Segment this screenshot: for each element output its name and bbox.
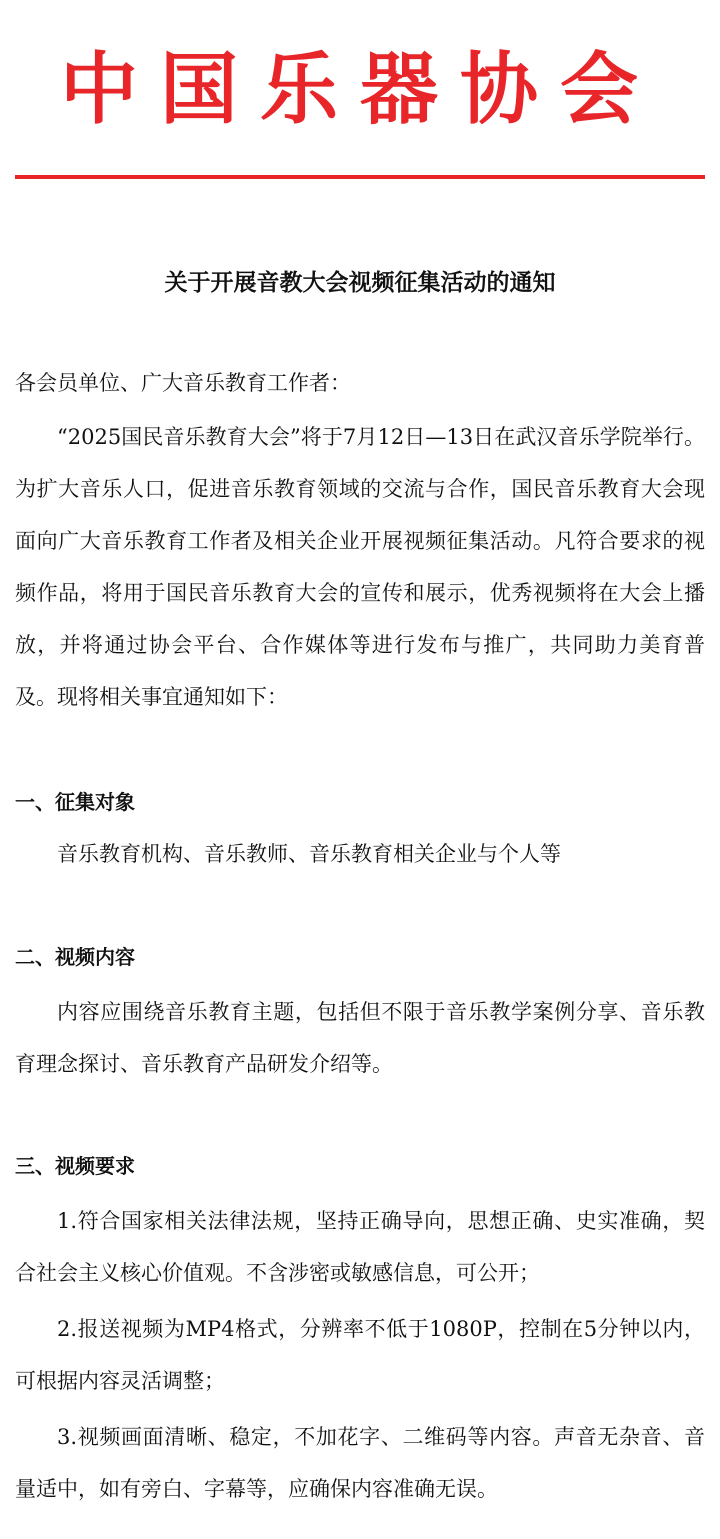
section-heading-content: 二、视频内容 <box>15 945 135 969</box>
salutation: 各会员单位、广大音乐教育工作者： <box>15 371 351 395</box>
letterhead-title: 中国乐器协会 <box>59 44 660 135</box>
section-targets-paragraph: 音乐教育机构、音乐教师、音乐教育相关企业与个人等 <box>57 842 561 866</box>
section-heading-targets: 一、征集对象 <box>15 790 135 814</box>
section-content-paragraph: 内容应围绕音乐教育主题，包括但不限于音乐教学案例分享、音乐教育理念探讨、音乐教育产品研发介绍等。 <box>15 1000 705 1076</box>
intro-paragraph: “2025国民音乐教育大会”将于7月12日—13日在武汉音乐学院举行。为扩大音乐人口，促进音乐教育领域的交流与合作，国民音乐教育大会现面向广大音乐教育工作者及相关企业开展视频征集活动。凡符合要求的视频作品，将用于国民音乐教育大会的宣传和展示，优秀视频将在大会上播放，并将通过协会平台、合作媒体等进行发布与推广，共同助力美育普及。现将相关事宜通知如下： <box>15 425 705 709</box>
requirement-item-2: 2.报送视频为MP4格式，分辨率不低于1080P，控制在5分钟以内，可根据内容灵活调整； <box>15 1317 705 1393</box>
section-heading-requirements: 三、视频要求 <box>15 1154 135 1178</box>
requirement-item-3: 3.视频画面清晰、稳定，不加花字、二维码等内容。声音无杂音、音量适中，如有旁白、字幕等，应确保内容准确无误。 <box>15 1425 705 1501</box>
notice-title: 关于开展音教大会视频征集活动的通知 <box>164 270 556 296</box>
requirement-item-1: 1.符合国家相关法律法规，坚持正确导向，思想正确、史实准确，契合社会主义核心价值观。不含涉密或敏感信息，可公开； <box>15 1209 705 1285</box>
letterhead-red-rule <box>15 175 705 179</box>
